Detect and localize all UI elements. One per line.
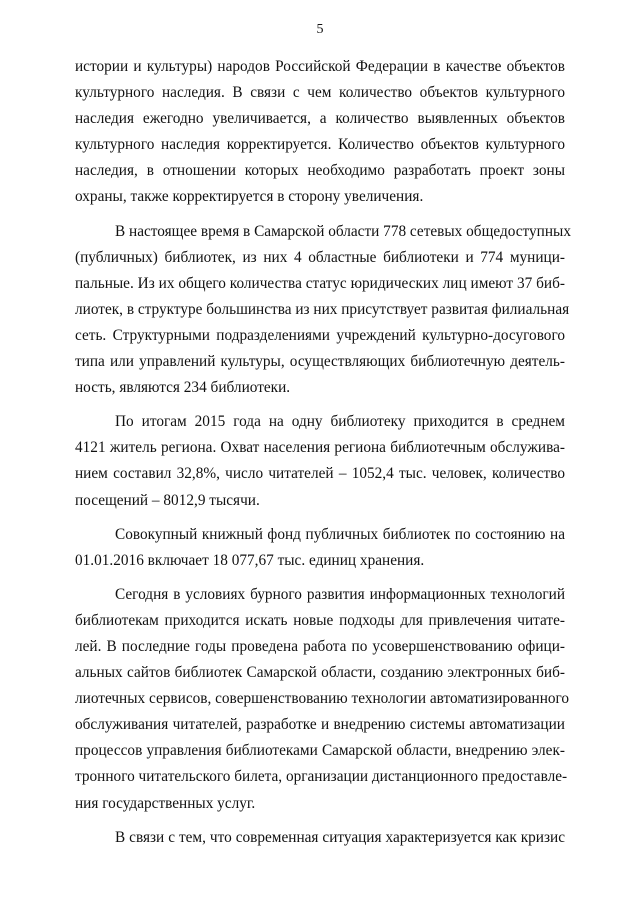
- paragraph-4: [75, 522, 565, 574]
- text-line: сеть. Структурными подразделениями учреждений культурно-досугового: [75, 326, 565, 344]
- page-number: 5: [316, 22, 324, 37]
- text-line: По итогам 2015 года на одну библиотеку приходится в среднем: [115, 413, 565, 431]
- paragraph-5: [75, 582, 570, 817]
- text-line: 4121 житель региона. Охват населения региона библиотечным обслужива-: [75, 439, 565, 457]
- text-line: лей. В последние годы проведена работа по усовершенствованию офици-: [75, 637, 565, 655]
- text-line: лиотек, в структуре большинства из них присутствует развитая филиальная: [75, 300, 570, 318]
- text-line: ния государственных услуг.: [75, 794, 256, 812]
- text-line: культурного наследия корректируется. Количество объектов культурного: [75, 136, 565, 154]
- text-line: охраны, также корректируется в сторону увеличения.: [75, 188, 424, 206]
- text-line: Совокупный книжный фонд публичных библиотек по состоянию на: [115, 525, 565, 543]
- text-line: нием составил 32,8%, число читателей – 1052,4 тыс. человек, количество: [75, 465, 565, 483]
- paragraph-6: [75, 825, 565, 851]
- text-line: обслуживания читателей, разработке и внедрению системы автоматизации: [75, 716, 565, 734]
- text-line: наследия, в отношении которых необходимо разработать проект зоны: [75, 162, 565, 180]
- paragraph-1: [75, 54, 565, 211]
- text-line: процессов управления библиотеками Самарской области, внедрению элек-: [75, 742, 565, 760]
- text-line: ность, являются 234 библиотеки.: [75, 379, 291, 397]
- text-line: тронного читательского билета, организации дистанционного предоставле-: [75, 768, 568, 786]
- text-line: пальные. Из их общего количества статус юридических лиц имеют 37 биб-: [75, 274, 565, 292]
- text-line: 01.01.2016 включает 18 077,67 тыс. единиц хранения.: [75, 551, 425, 569]
- text-line: истории и культуры) народов Российской Федерации в качестве объектов: [75, 58, 565, 75]
- text-line: культурного наследия. В связи с чем количество объектов культурного: [75, 84, 565, 102]
- text-line: (публичных) библиотек, из них 4 областные библиотеки и 774 муници-: [75, 248, 565, 266]
- document-body: [75, 54, 571, 851]
- text-line: наследия ежегодно увеличивается, а количество выявленных объектов: [75, 110, 565, 128]
- paragraph-2: [75, 219, 571, 402]
- text-line: посещений – 8012,9 тысячи.: [75, 491, 260, 509]
- text-line: альных сайтов библиотек Самарской области, созданию электронных биб-: [75, 664, 565, 682]
- text-line: лиотечных сервисов, совершенствованию технологии автоматизированного: [75, 690, 570, 708]
- text-line: В связи с тем, что современная ситуация характеризуется как кризис: [115, 828, 565, 846]
- text-line: библиотекам приходится искать новые подходы для привлечения читате-: [75, 611, 565, 629]
- text-line: В настоящее время в Самарской области 778 сетевых общедоступных: [115, 222, 571, 240]
- text-line: типа или управлений культуры, осуществляющих библиотечную деятель-: [75, 353, 565, 371]
- paragraph-3: [75, 409, 565, 513]
- text-line: Сегодня в условиях бурного развития информационных технологий: [115, 585, 565, 603]
